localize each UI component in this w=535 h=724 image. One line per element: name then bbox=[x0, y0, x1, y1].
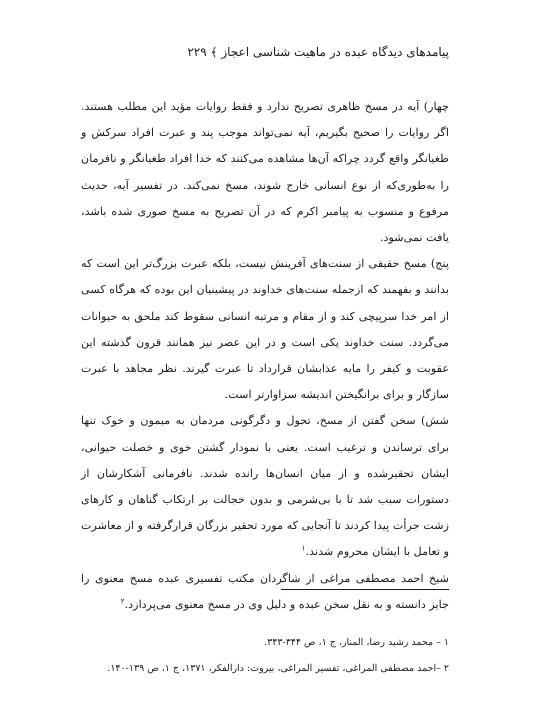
paragraph-five-reason: پنج) مسخ حقیقی از سنت‌های آفرینش نیست، بلکه عبرت بزرگ‌تر این است که بدانند و بفهمند که ازجمله سنت‌های خداوند در پیشینیان این بوده که هرگاه کسی از امر خدا سرپیچی کند و از مقام و مرتبه انسانی سقوط کند ملحق به حیوانات می‌گردد. سنت خداوند یکی است و در این عصر نیز همانند قرون گذشته این عقوبت و کیفر را مایه عذابشان قرارداد تا عبرت گیرند. نظر مجاهد با عبرت سازگار و برای برانگیختن اندیشه سزاوارتر است. bbox=[81, 257, 449, 402]
footnotes bbox=[81, 630, 449, 682]
footnote-1: ۱ – محمد رشید رضا، المنار، ج ۱، ص ۳۴۴-۳۴۳. bbox=[264, 637, 449, 648]
paragraph-maraghi: شیخ احمد مصطفی مراغی از شاگردان مکتب تفسیری عبده مسخ معنوی را جایز دانسته و به نقل سخن عبده و دلیل وی در مسخ معنوی می‌پردازد.$^۲$ bbox=[81, 571, 449, 611]
footnote-ref-1: ۱ bbox=[301, 543, 306, 553]
paragraph-four-reason: چهار) آیه در مسخ ظاهری تصریح ندارد و فقط روایات مؤید این مطلب هستند. اگر روایات را صحیح بگیریم، آیه نمی‌تواند موجب پند و عبرت افراد سرکش و طغیانگر واقع گردد چراکه آن‌ها مشاهده می‌کنند که خدا افراد طغیانگر و نافرمان را به‌طوری‌که از نوع انسانی خارج شوند، مسخ نمی‌کند. در تفسیر آیه، حدیث مرفوع و منسوب به پیامبر اکرم که در آن تصریح به مسخ صوری شده باشد، یافت نمی‌شود. bbox=[81, 100, 449, 245]
footnote-ref-2: ۲ bbox=[120, 596, 125, 606]
paragraph-six-reason: شش) سخن گفتن از مسخ، تحول و دگرگونی مردمان به میمون و خوک تنها برای ترساندن و ترغیب است. یعنی با نمودار گشتن خوی و خصلت حیوانی، ایشان تحقیرشده و از میان انسان‌ها رانده شدند. نافرمانی آشکارشان از دستورات سبب شد تا با بی‌شرمی و بدون خجالت بر ارتکاب گناهان و کارهای زشت جرأت پیدا کردند تا آنجایی که مورد تحقیر بزرگان قرارگرفته و از معاشرت و تعامل با ایشان محروم شدند.$^۱$ bbox=[81, 414, 449, 559]
running-header-title: پیامدهای دیدگاه عبده در ماهیت شناسی اعجاز ﴾ ۲۲۹ bbox=[187, 45, 449, 59]
running-header bbox=[79, 44, 449, 60]
footnote-separator bbox=[281, 589, 449, 590]
footnote-2: ۲ –احمد مصطفی المراغی، تفسیر المراغی، بیروت: دارالفکر، ۱۳۷۱، ج ۱، ص ۱۳۹-۱۴۰. bbox=[107, 663, 449, 674]
main-text bbox=[81, 94, 449, 618]
